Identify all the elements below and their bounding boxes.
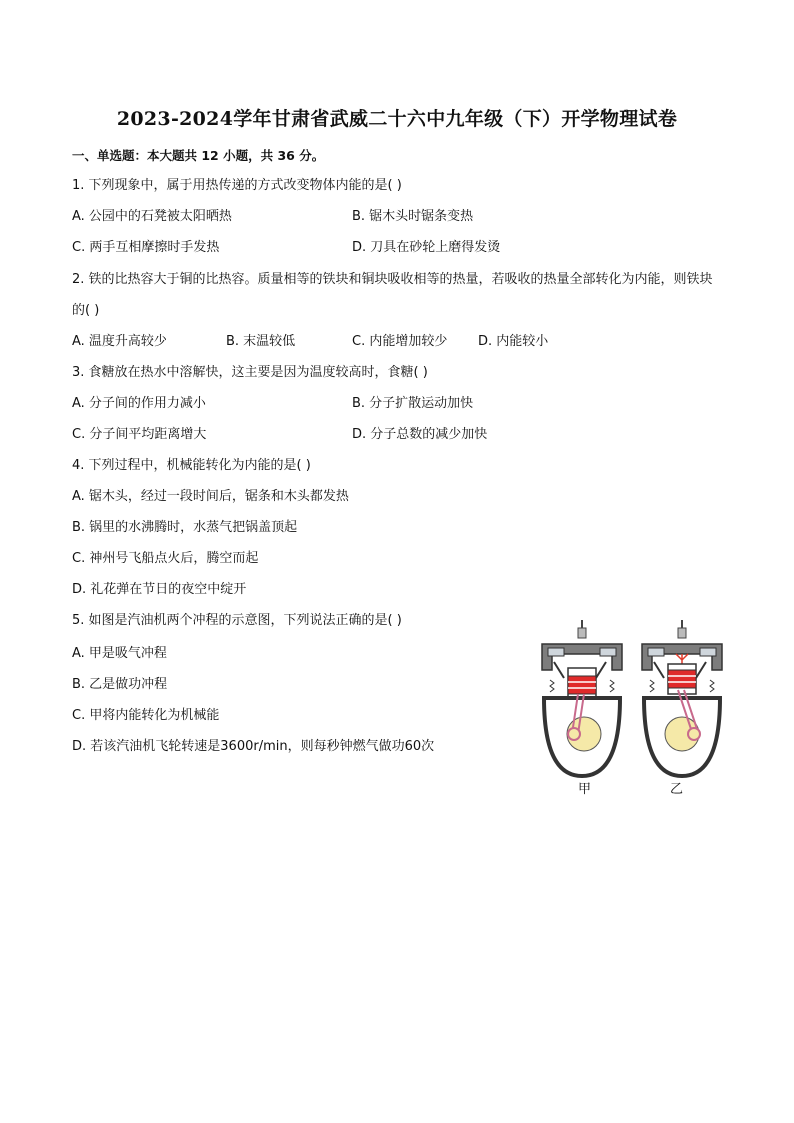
question-1-stem: 1. 下列现象中，属于用热传递的方式改变物体内能的是( ) xyxy=(72,178,402,193)
page-title: 2023-2024学年甘肃省武威二十六中九年级（下）开学物理试卷 xyxy=(116,108,678,130)
question-2-option-c: C. 内能增加较少 xyxy=(352,334,448,349)
question-5-option-b: B. 乙是做功冲程 xyxy=(72,677,168,692)
question-5-option-c: C. 甲将内能转化为机械能 xyxy=(72,708,220,723)
question-5-option-d: D. 若该汽油机飞轮转速是3600r/min，则每秒钟燃气做功60次 xyxy=(72,739,435,754)
question-3-option-b: B. 分子扩散运动加快 xyxy=(352,396,474,411)
question-3-option-d: D. 分子总数的减少加快 xyxy=(352,427,488,442)
question-4-option-d: D. 礼花弹在节日的夜空中绽开 xyxy=(72,582,247,597)
question-1-option-d: D. 刀具在砂轮上磨得发烫 xyxy=(352,240,501,255)
engine-yi-diagram xyxy=(642,620,722,776)
question-2-option-a: A. 温度升高较少 xyxy=(72,334,167,349)
figure-label-yi: 乙 xyxy=(670,782,684,797)
figure-label-jia: 甲 xyxy=(578,782,592,797)
question-4-option-c: C. 神州号飞船点火后，腾空而起 xyxy=(72,551,259,566)
question-3-option-c: C. 分子间平均距离增大 xyxy=(72,427,207,442)
question-2-option-b: B. 末温较低 xyxy=(226,334,296,349)
question-2-stem: 2. 铁的比热容大于铜的比热容。质量相等的铁块和铜块吸收相等的热量，若吸收的热量全部转化为内能，则铁块的( ) xyxy=(72,272,713,318)
engine-stroke-figure xyxy=(538,618,728,798)
section-heading: 一、单选题：本大题共 12 小题，共 36 分。 xyxy=(72,148,325,163)
question-1-option-c: C. 两手互相摩擦时手发热 xyxy=(72,240,220,255)
question-1-option-a: A. 公园中的石凳被太阳晒热 xyxy=(72,209,232,224)
question-5-option-a: A. 甲是吸气冲程 xyxy=(72,646,167,661)
question-5-stem: 5. 如图是汽油机两个冲程的示意图，下列说法正确的是( ) xyxy=(72,613,402,628)
question-3-option-a: A. 分子间的作用力减小 xyxy=(72,396,206,411)
question-4-stem: 4. 下列过程中，机械能转化为内能的是( ) xyxy=(72,458,311,473)
question-2-option-d: D. 内能较小 xyxy=(478,334,549,349)
question-3-stem: 3. 食糖放在热水中溶解快，这主要是因为温度较高时，食糖( ) xyxy=(72,365,428,380)
question-1-option-b: B. 锯木头时锯条变热 xyxy=(352,209,474,224)
engine-jia-diagram xyxy=(542,620,622,776)
question-4-option-b: B. 锅里的水沸腾时，水蒸气把锅盖顶起 xyxy=(72,520,298,535)
question-4-option-a: A. 锯木头，经过一段时间后，锯条和木头都发热 xyxy=(72,489,349,504)
